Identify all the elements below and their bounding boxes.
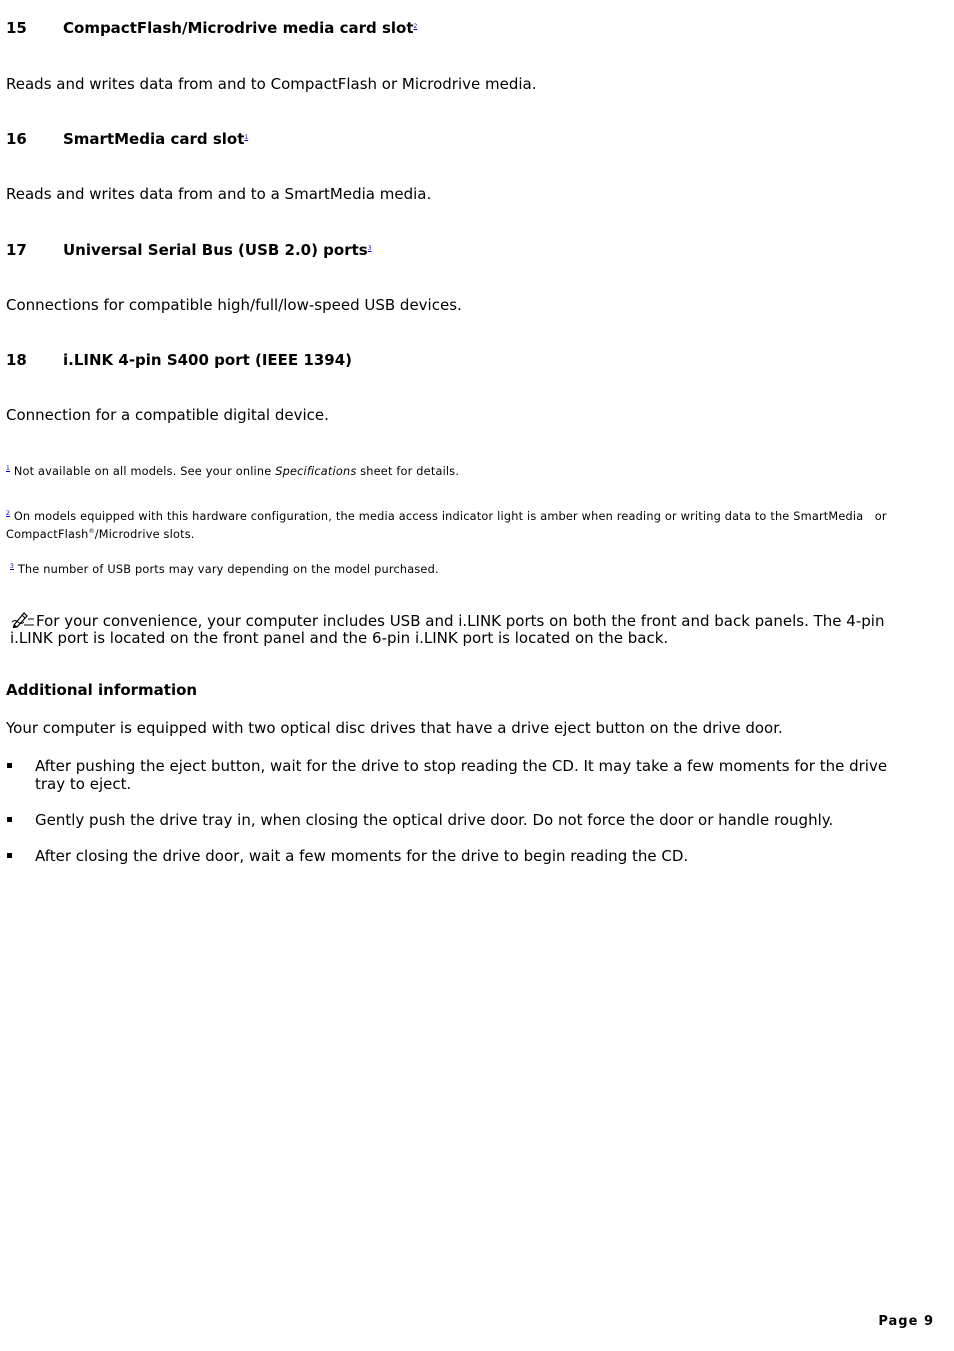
footnote-ref-link[interactable]: 1 [244, 134, 249, 141]
item-number: 18 [6, 351, 27, 369]
footnote-text: The number of USB ports may vary depending on the model purchased. [17, 563, 439, 576]
item-number: 17 [6, 241, 27, 259]
item-number: 16 [6, 130, 27, 148]
bullet-square-icon [7, 763, 12, 768]
footnote-text: CompactFlash [6, 528, 89, 541]
section-title: Additional information [6, 681, 198, 699]
footnote-ref-link[interactable]: 3 [367, 245, 372, 252]
item-title: CompactFlash/Microdrive media card slot [63, 19, 414, 37]
list-item-text: Gently push the drive tray in, when closing the optical drive door. Do not force the door or handle roughly. [35, 811, 834, 829]
list-item-text: After closing the drive door, wait a few moments for the drive to begin reading the CD. [35, 847, 689, 865]
page-number: Page 9 [878, 1314, 934, 1329]
footnote-1 [6, 461, 459, 479]
registered-mark: ® [88, 528, 95, 535]
section-intro: Your computer is equipped with two optical disc drives that have a drive eject button on the drive door. [6, 719, 783, 737]
footnote-ref-link[interactable]: 2 [413, 23, 418, 30]
list-item [6, 847, 916, 865]
footnote-text: On models equipped with this hardware configuration, the media access indicator light is amber when reading or writing data to the SmartMedia or [13, 510, 887, 523]
footnote-marker-link[interactable]: 2 [6, 510, 11, 517]
footnote-2 [6, 506, 946, 542]
item-description-15: Reads and writes data from and to CompactFlash or Microdrive media. [6, 75, 537, 93]
item-heading-15 [6, 19, 417, 37]
footnote-marker-link[interactable]: 3 [10, 563, 15, 570]
item-title: i.LINK 4-pin S400 port (IEEE 1394) [63, 351, 352, 369]
note-text: For your convenience, your computer includes USB and i.LINK ports on both the front and back panels. The 4-pin i.LINK port is located on the front panel and the 6-pin i.LINK port is located on the back. [10, 612, 885, 647]
item-heading-18 [6, 351, 352, 369]
bullet-square-icon [7, 853, 12, 858]
list-item [6, 757, 916, 793]
item-title: SmartMedia card slot [63, 130, 245, 148]
footnote-italic-text: Specifications [275, 465, 357, 478]
item-description-17: Connections for compatible high/full/low-speed USB devices. [6, 296, 462, 314]
note-block [10, 610, 930, 647]
item-heading-17 [6, 241, 372, 259]
footnote-text: Not available on all models. See your online [13, 465, 276, 478]
list-item [6, 811, 916, 829]
footnote-3 [10, 559, 439, 577]
item-number: 15 [6, 19, 27, 37]
item-title: Universal Serial Bus (USB 2.0) ports [63, 241, 368, 259]
bullet-square-icon [7, 817, 12, 822]
item-description-16: Reads and writes data from and to a SmartMedia media. [6, 185, 432, 203]
footnote-marker-link[interactable]: 1 [6, 465, 11, 472]
item-heading-16 [6, 130, 248, 148]
note-pencil-icon [10, 610, 36, 628]
footnote-text: sheet for details. [356, 465, 460, 478]
bullet-list [6, 757, 916, 883]
list-item-text: After pushing the eject button, wait for the drive to stop reading the CD. It may take a few moments for the drive tray to eject. [35, 757, 888, 793]
footnote-text: /Microdrive slots. [94, 528, 195, 541]
item-description-18: Connection for a compatible digital device. [6, 406, 329, 424]
